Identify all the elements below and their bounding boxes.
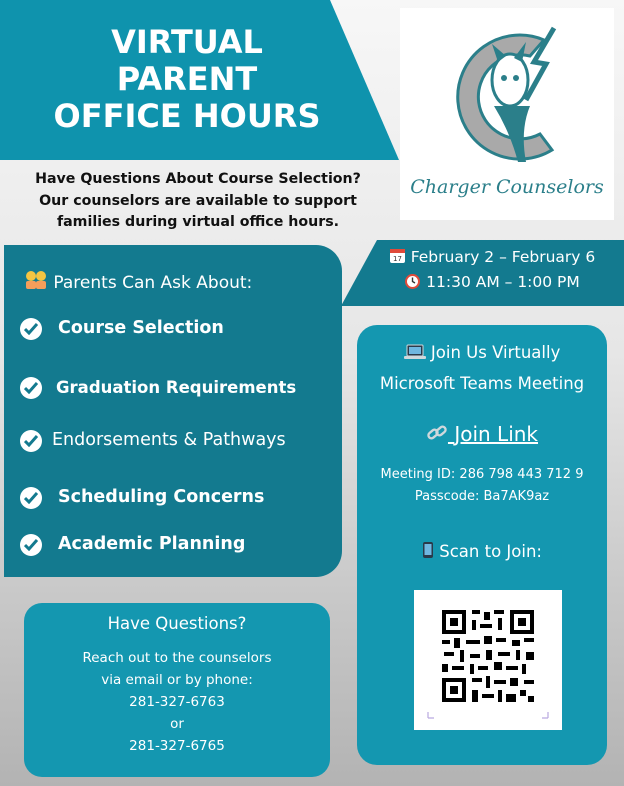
phone-number-2[interactable]: 281-327-6765 bbox=[129, 738, 225, 754]
link-icon bbox=[426, 423, 448, 448]
time-range bbox=[370, 272, 614, 293]
join-heading-label: Join Us Virtually bbox=[430, 343, 561, 362]
meeting-id: Meeting ID: 286 798 443 712 9 bbox=[380, 467, 584, 482]
phone-number-1[interactable]: 281-327-6763 bbox=[129, 694, 225, 710]
date-range-label: February 2 – February 6 bbox=[410, 248, 596, 266]
questions-or: or bbox=[170, 716, 184, 732]
page-title bbox=[22, 24, 352, 135]
date-range bbox=[370, 247, 614, 268]
check-icon bbox=[20, 487, 42, 509]
questions-line-2: via email or by phone: bbox=[101, 672, 253, 688]
questions-heading: Have Questions? bbox=[107, 614, 247, 633]
join-platform: Microsoft Teams Meeting bbox=[379, 374, 585, 393]
title-line-2: PARENT bbox=[116, 60, 258, 98]
scan-label bbox=[357, 541, 607, 563]
join-heading bbox=[357, 343, 607, 364]
intro-line-3: families during virtual office hours. bbox=[56, 214, 340, 230]
scan-label-text: Scan to Join: bbox=[439, 542, 542, 561]
title-line-3: OFFICE HOURS bbox=[53, 97, 321, 135]
questions-line-1: Reach out to the counselors bbox=[82, 650, 272, 666]
check-icon bbox=[20, 377, 42, 399]
title-line-1: VIRTUAL bbox=[111, 23, 263, 61]
ask-item-academic-planning: Academic Planning bbox=[58, 534, 246, 554]
intro-text bbox=[12, 169, 384, 234]
ask-item-graduation-requirements: Graduation Requirements bbox=[56, 378, 297, 397]
logo-text: Charger Counselors bbox=[410, 176, 604, 198]
logo-box bbox=[400, 8, 614, 220]
ask-heading bbox=[24, 270, 252, 295]
calendar-icon bbox=[389, 247, 406, 268]
check-icon bbox=[20, 318, 42, 340]
laptop-icon bbox=[404, 344, 426, 364]
qr-code[interactable] bbox=[414, 590, 562, 730]
check-icon bbox=[20, 534, 42, 556]
ask-item-endorsements-pathways: Endorsements & Pathways bbox=[52, 430, 286, 450]
ask-item-scheduling-concerns: Scheduling Concerns bbox=[58, 487, 265, 507]
alarm-clock-icon bbox=[404, 272, 421, 293]
ask-item-course-selection: Course Selection bbox=[58, 318, 224, 338]
qr-code-icon bbox=[414, 590, 562, 730]
parents-emoji-icon bbox=[24, 270, 48, 295]
check-icon bbox=[20, 430, 42, 452]
join-link-label[interactable]: Join Link bbox=[454, 422, 539, 446]
intro-line-1: Have Questions About Course Selection? bbox=[35, 171, 361, 187]
svg-text:17: 17 bbox=[392, 255, 402, 263]
ask-heading-label: Parents Can Ask About: bbox=[53, 273, 253, 293]
meeting-passcode: Passcode: Ba7AK9az bbox=[414, 489, 550, 504]
join-link[interactable] bbox=[357, 422, 607, 448]
charger-horse-logo-icon bbox=[434, 22, 580, 172]
phone-icon bbox=[422, 541, 434, 563]
time-range-label: 11:30 AM – 1:00 PM bbox=[426, 273, 580, 291]
intro-line-2: Our counselors are available to support bbox=[39, 192, 357, 209]
